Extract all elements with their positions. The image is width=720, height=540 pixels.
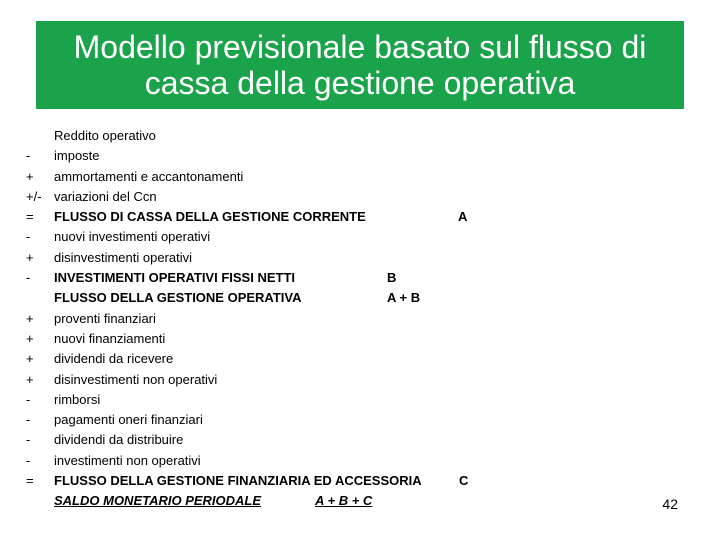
row-sign: + xyxy=(26,168,34,184)
row-sign: = xyxy=(26,209,34,225)
row-sign: + xyxy=(26,310,34,326)
list-item xyxy=(0,270,720,290)
row-label: FLUSSO DI CASSA DELLA GESTIONE CORRENTE xyxy=(54,209,366,225)
list-item xyxy=(0,250,720,270)
row-label: disinvestimenti operativi xyxy=(54,249,193,265)
list-item xyxy=(0,128,720,148)
row-sign: = xyxy=(26,473,34,489)
row-sign: + xyxy=(26,351,34,367)
row-sign: - xyxy=(26,452,31,468)
row-label: variazioni del Ccn xyxy=(54,188,157,204)
row-label: FLUSSO DELLA GESTIONE OPERATIVA xyxy=(54,290,302,306)
list-item xyxy=(0,311,720,331)
row-sign: + xyxy=(26,371,34,387)
row-label: rimborsi xyxy=(54,391,101,407)
list-item xyxy=(0,351,720,371)
list-item xyxy=(0,290,720,310)
row-sign: - xyxy=(26,229,31,245)
list-item xyxy=(0,148,720,168)
list-item xyxy=(0,392,720,412)
row-label: Reddito operativo xyxy=(54,128,156,143)
row-label: INVESTIMENTI OPERATIVI FISSI NETTI xyxy=(54,270,296,286)
list-item xyxy=(0,412,720,432)
row-label: SALDO MONETARIO PERIODALE xyxy=(54,493,262,509)
row-label: FLUSSO DELLA GESTIONE FINANZIARIA ED ACCESSORIA xyxy=(54,473,422,489)
row-label: ammortamenti e accantonamenti xyxy=(54,168,244,184)
title-banner xyxy=(36,21,684,109)
row-sign: +/- xyxy=(26,188,42,204)
list-item xyxy=(0,169,720,189)
row-label: investimenti non operativi xyxy=(54,452,201,468)
cash-flow-model-list xyxy=(0,128,720,514)
row-code: B xyxy=(387,270,397,286)
list-item xyxy=(0,453,720,473)
row-label: nuovi investimenti operativi xyxy=(54,229,211,245)
row-sign: - xyxy=(26,432,31,448)
row-sign: + xyxy=(26,249,34,265)
row-label: nuovi finanziamenti xyxy=(54,330,166,346)
row-sign: + xyxy=(26,330,34,346)
row-label: disinvestimenti non operativi xyxy=(54,371,218,387)
list-item xyxy=(0,432,720,452)
row-sign: - xyxy=(26,391,31,407)
row-code: A + B + C xyxy=(315,493,373,509)
row-code: A + B xyxy=(387,290,421,306)
row-label: imposte xyxy=(54,148,100,164)
row-label: dividendi da ricevere xyxy=(54,351,174,367)
page-number: 42 xyxy=(662,496,678,512)
row-sign: - xyxy=(26,148,31,164)
row-label: proventi finanziari xyxy=(54,310,156,326)
list-item xyxy=(0,372,720,392)
slide-title xyxy=(74,29,647,101)
list-item xyxy=(0,189,720,209)
list-item xyxy=(0,473,720,493)
list-item xyxy=(0,229,720,249)
list-item xyxy=(0,493,720,513)
title-line-1: Modello previsionale basato sul flusso di xyxy=(73,29,647,65)
row-code: A xyxy=(458,209,468,225)
title-line-2: cassa della gestione operativa xyxy=(144,65,576,101)
list-item xyxy=(0,209,720,229)
list-item xyxy=(0,331,720,351)
row-label: pagamenti oneri finanziari xyxy=(54,412,203,428)
row-code: C xyxy=(459,473,469,489)
row-sign: - xyxy=(26,412,31,428)
row-label: dividendi da distribuire xyxy=(54,432,184,448)
row-sign: - xyxy=(26,270,31,286)
